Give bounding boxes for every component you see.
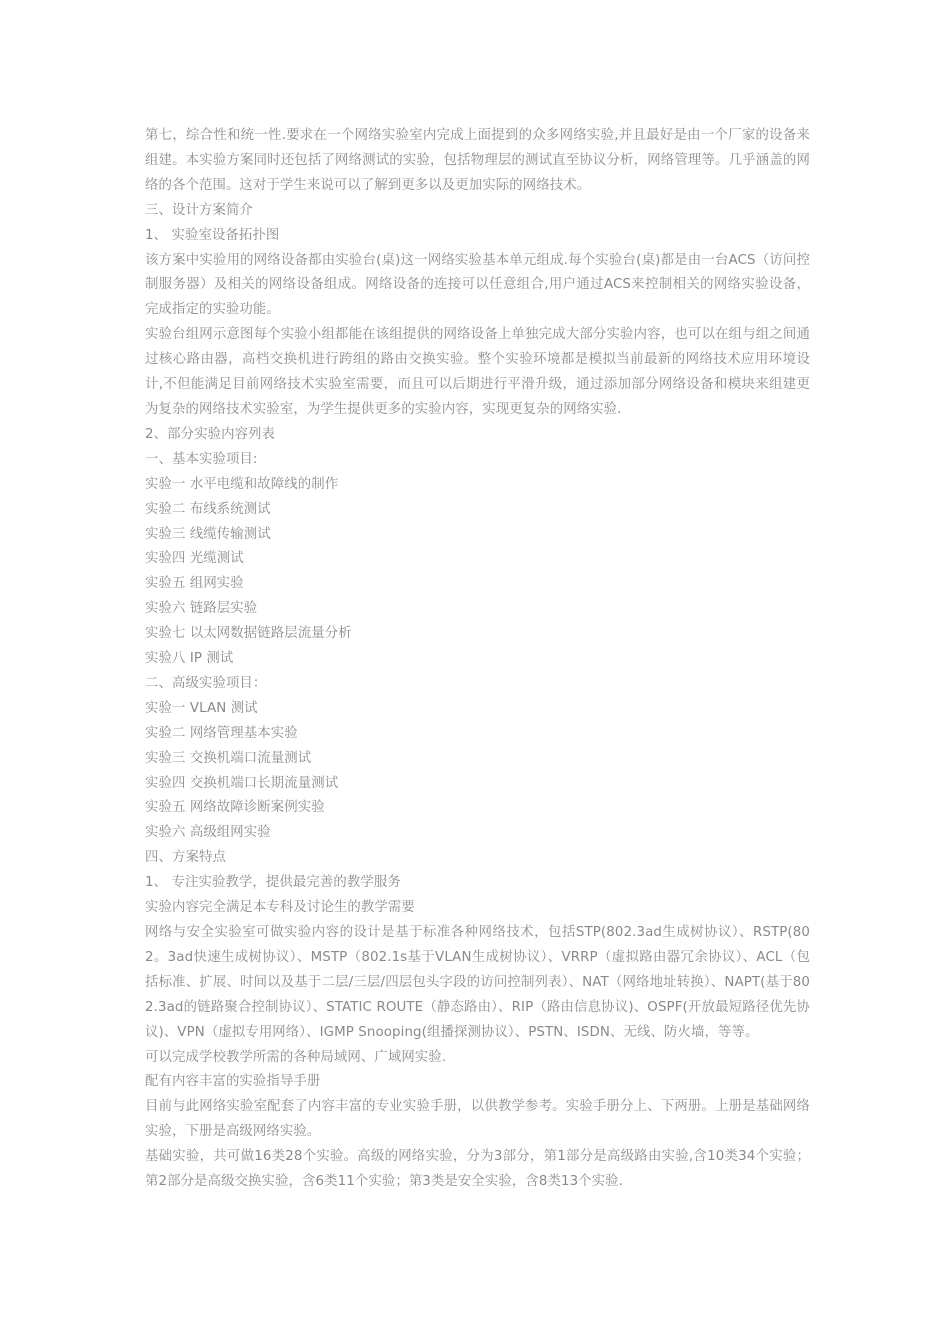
section-heading-features: 四、方案特点 [145,850,226,866]
section-heading-design-overview: 三、设计方案简介 [145,202,253,218]
list-item-basic-7: 实验七 以太网数据链路层流量分析 [145,626,352,642]
paragraph-teaching-needs: 实验内容完全满足本专科及讨论生的教学需要 [145,900,415,916]
list-item-advanced-2: 实验二 网络管理基本实验 [145,725,298,741]
list-item-basic-4: 实验四 光缆测试 [145,551,244,567]
paragraph-topology: 该方案中实验用的网络设备都由实验台(桌)这一网络实验基本单元组成.每个实验台(桌)都是由一台ACS（访问控制服务器）及相关的网络设备组成。网络设备的连接可以任意组合,用户通过ACS来控制相关的网络实验设备，完成指定的实验功能。 [145,252,810,318]
paragraph-experiment-counts: 基础实验，共可做16类28个实验。高级的网络实验，分为3部分，第1部分是高级路由实验,含10类34个实验；第2部分是高级交换实验，含6类11个实验；第3类是安全实验，含8类13个实验. [145,1149,810,1190]
document-body [145,124,810,1195]
list-item-basic-1: 实验一 水平电缆和故障线的制作 [145,476,339,492]
list-item-basic-5: 实验五 组网实验 [145,576,244,592]
paragraph-manual-heading: 配有内容丰富的实验指导手册 [145,1074,321,1090]
list-heading-advanced: 二、高级实验项目： [145,675,267,691]
list-item-basic-6: 实验六 链路层实验 [145,601,258,617]
subheading-topology: 1、 实验室设备拓扑图 [145,227,280,243]
list-item-advanced-6: 实验六 高级组网实验 [145,825,271,841]
paragraph-integration: 第七，综合性和统一性.要求在一个网络实验室内完成上面提到的众多网络实验,并且最好是由一个厂家的设备来组建。本实验方案同时还包括了网络测试的实验，包括物理层的测试直至协议分析，网络管理等。几乎涵盖的网络的各个范围。这对于学生来说可以了解到更多以及更加实际的网络技术。 [145,128,810,193]
subheading-experiment-list: 2、部分实验内容列表 [145,426,276,442]
list-item-advanced-1: 实验一 VLAN 测试 [145,700,258,716]
paragraph-manual: 目前与此网络实验室配套了内容丰富的专业实验手册，以供教学参考。实验手册分上、下两册。上册是基础网络实验，下册是高级网络实验。 [145,1099,810,1140]
paragraph-technologies: 网络与安全实验室可做实验内容的设计是基于标准各种网络技术，包括STP(802.3ad生成树协议）、RSTP(802。3ad快速生成树协议）、MSTP（802.1s基于VLAN生成树协议）、VRRP（虚拟路由器冗余协议）、ACL（包括标准、扩展、时间以及基于二层/三层/四层包头字段的访问控制列表）、NAT（网络地址转换）、NAPT(基于802.3ad的链路聚合控制协议）、STATIC ROUTE（静态路由）、RIP（路由信息协议)、OSPF(开放最短路径优先协议)、VPN（虚拟专用网络）、IGMP Snooping(组播探测协议）、PSTN、ISDN、无线、防火墙，等等。 [145,925,810,1040]
list-item-advanced-4: 实验四 交换机端口长期流量测试 [145,775,339,791]
paragraph-lab-network: 实验台组网示意图每个实验小组都能在该组提供的网络设备上单独完成大部分实验内容，也可以在组与组之间通过核心路由器，高档交换机进行跨组的路由交换实验。整个实验环境都是模拟当前最新的网络技术应用环境设计,不但能满足目前网络技术实验室需要，而且可以后期进行平滑升级，通过添加部分网络设备和模块来组建更为复杂的网络技术实验室，为学生提供更多的实验内容，实现更复杂的网络实验. [145,327,810,417]
paragraph-lan-wan: 可以完成学校教学所需的各种局域网、广域网实验. [145,1049,447,1065]
list-item-basic-2: 实验二 布线系统测试 [145,501,271,517]
list-item-advanced-3: 实验三 交换机端口流量测试 [145,750,312,766]
list-item-advanced-5: 实验五 网络故障诊断案例实验 [145,800,325,816]
list-heading-basic: 一、基本实验项目: [145,451,258,467]
subheading-teaching-focus: 1、 专注实验教学，提供最完善的教学服务 [145,875,401,891]
list-item-basic-3: 实验三 线缆传输测试 [145,526,271,542]
list-item-basic-8: 实验八 IP 测试 [145,651,234,667]
